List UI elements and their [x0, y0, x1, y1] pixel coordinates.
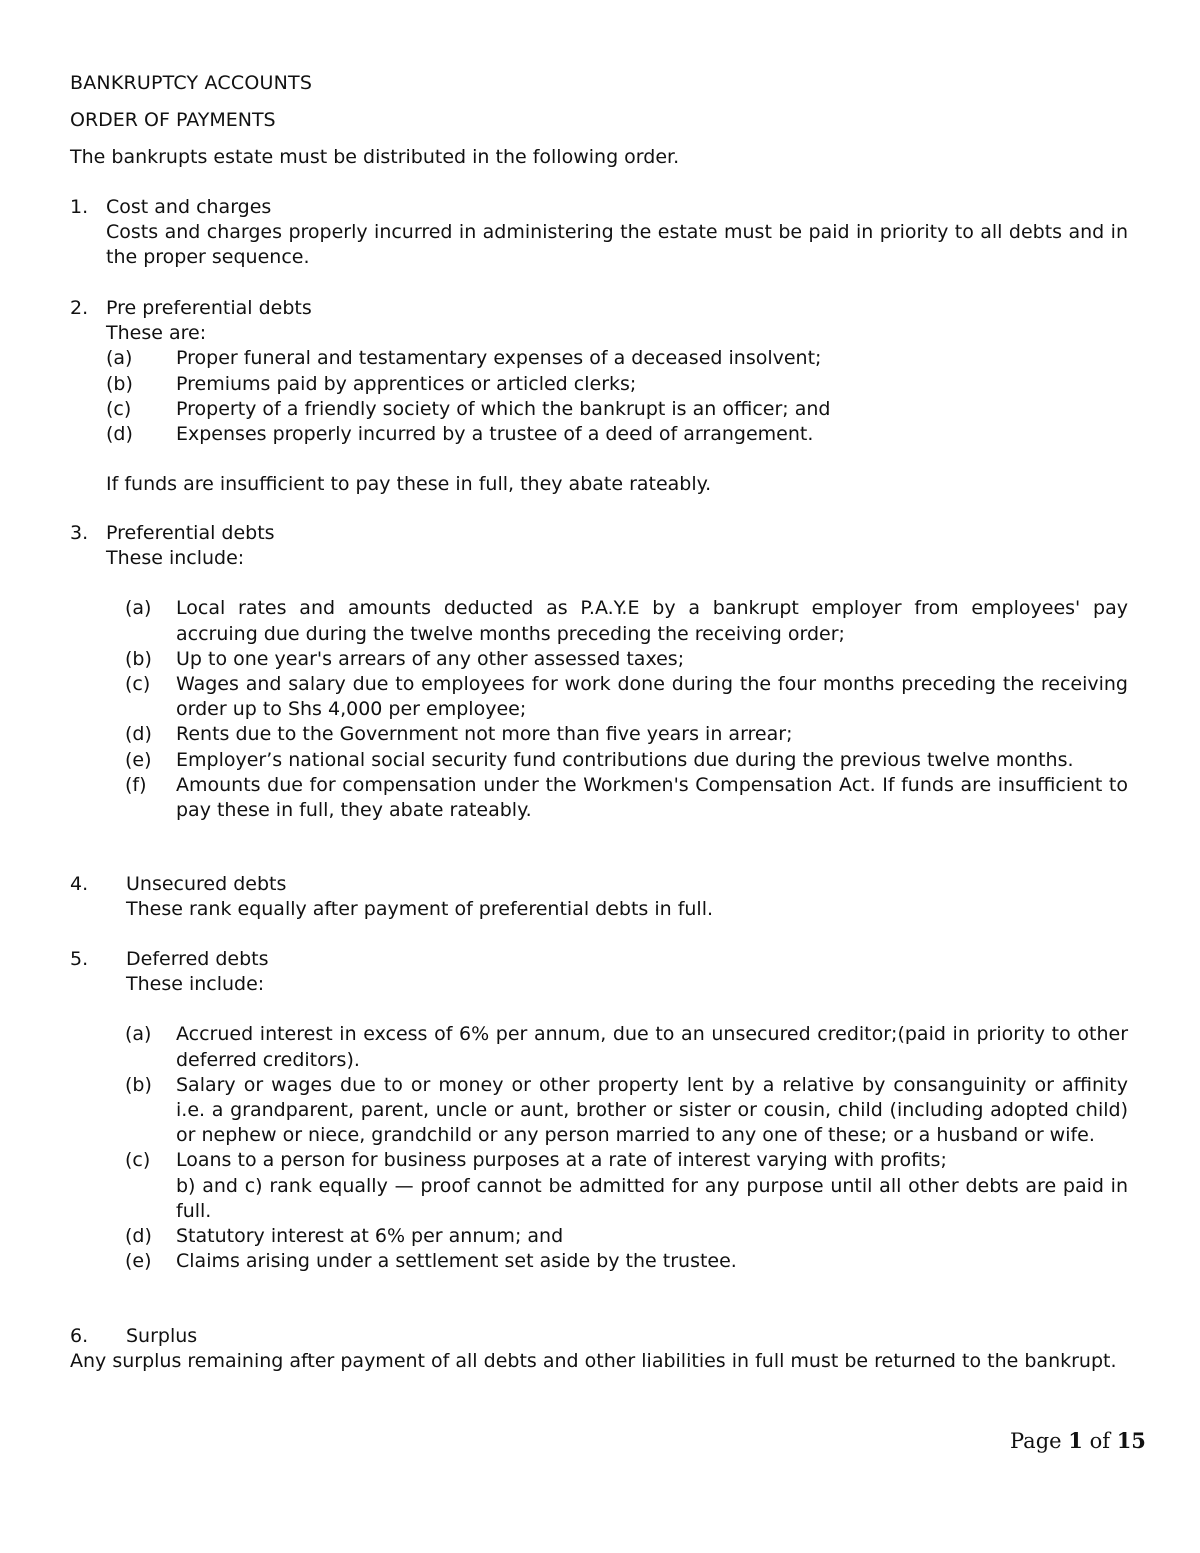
section-heading: Cost and charges — [106, 196, 272, 218]
list-item — [70, 647, 1128, 672]
section-3 — [70, 521, 1128, 823]
item-label: (c) — [125, 1149, 151, 1172]
current-page: 1 — [1068, 1428, 1083, 1453]
item-text: Expenses properly incurred by a trustee of a deed of arrangement. — [176, 423, 814, 446]
section-text: These rank equally after payment of preferential debts in full. — [126, 898, 714, 921]
item-text: Up to one year's arrears of any other assessed taxes; — [176, 647, 685, 670]
section-number: 4. — [70, 873, 89, 895]
list-item — [70, 596, 1128, 646]
list-item — [70, 422, 1128, 447]
section-6 — [70, 1324, 1128, 1374]
section-1 — [70, 195, 1128, 271]
section-number: 6. — [70, 1325, 89, 1347]
item-label: (f) — [125, 773, 147, 796]
section-text: Costs and charges properly incurred in administering the estate must be paid in priority to all debts and in the proper sequence. — [106, 221, 1128, 269]
section-number: 3. — [70, 522, 89, 544]
list-item — [70, 672, 1128, 722]
section-title: ORDER OF PAYMENTS — [70, 109, 276, 131]
section-4 — [70, 872, 1128, 922]
item-label: (b) — [125, 1073, 152, 1096]
section-number: 2. — [70, 297, 89, 319]
section-text: Any surplus remaining after payment of all debts and other liabilities in full must be returned to the bankrupt. — [70, 1350, 1117, 1373]
item-text: Statutory interest at 6% per annum; and — [176, 1225, 564, 1248]
item-label: (d) — [125, 1225, 152, 1248]
intro-paragraph: The bankrupts estate must be distributed in the following order. — [70, 146, 680, 168]
item-text: Rents due to the Government not more than five years in arrear; — [176, 723, 793, 746]
list-item — [70, 1224, 1128, 1249]
list-item — [70, 372, 1128, 397]
section-lead: These include: — [106, 547, 245, 570]
item-text: Loans to a person for business purposes at a rate of interest varying with profits; — [176, 1149, 947, 1172]
item-label: (b) — [125, 647, 152, 670]
item-text: Employer’s national social security fund contributions due during the previous twelve months. — [176, 748, 1074, 771]
page-word: Page — [1010, 1429, 1062, 1453]
section-number: 5. — [70, 948, 89, 970]
item-label: (e) — [125, 1250, 152, 1273]
list-item — [70, 1022, 1128, 1072]
item-text: Wages and salary due to employees for work done during the four months preceding the receiving order up to Shs 4,000 per employee; — [176, 673, 1128, 721]
section-note: If funds are insufficient to pay these in full, they abate rateably. — [106, 473, 712, 496]
section-2 — [70, 296, 1128, 497]
section-heading: Preferential debts — [106, 522, 275, 544]
item-label: (d) — [106, 423, 133, 446]
item-text: Local rates and amounts deducted as P.A.Y.E by a bankrupt employer from employees' pay accruing due during the twelve months preceding the receiving order; — [176, 597, 1128, 645]
item-text: Claims arising under a settlement set aside by the trustee. — [176, 1250, 737, 1273]
item-text: Amounts due for compensation under the Workmen's Compensation Act. If funds are insufficient to pay these in full, they abate rateably. — [176, 773, 1128, 822]
item-text: Salary or wages due to or money or other property lent by a relative by consanguinity or affinity i.e. a grandparent, parent, uncle or aunt, brother or sister or cousin, child (including adopted child) or nephew or niece, grandchild or any person married to any one of these; or a husband or wife. — [176, 1073, 1128, 1147]
item-label: (a) — [125, 1023, 152, 1046]
of-word: of — [1089, 1429, 1110, 1453]
item-text: Accrued interest in excess of 6% per annum, due to an unsecured creditor;(paid in priority to other deferred creditors). — [176, 1023, 1128, 1071]
document-title: BANKRUPTCY ACCOUNTS — [70, 72, 313, 94]
section-number: 1. — [70, 196, 89, 218]
list-item — [70, 1148, 1128, 1224]
item-label: (c) — [106, 397, 132, 420]
section-heading: Surplus — [126, 1325, 198, 1347]
item-label: (e) — [125, 748, 152, 771]
item-label: (c) — [125, 673, 151, 696]
list-item — [70, 773, 1128, 823]
section-heading: Unsecured debts — [126, 873, 287, 895]
list-item — [70, 1249, 1128, 1274]
item-label: (a) — [125, 597, 152, 620]
list-item — [70, 346, 1128, 371]
item-label: (d) — [125, 723, 152, 746]
item-label: (a) — [106, 347, 133, 370]
list-item — [70, 397, 1128, 422]
section-heading: Deferred debts — [126, 948, 269, 970]
section-5 — [70, 947, 1128, 1274]
item-text: Premiums paid by apprentices or articled clerks; — [176, 372, 637, 395]
section-lead: These include: — [126, 973, 265, 996]
item-note: b) and c) rank equally — proof cannot be admitted for any purpose until all other debts are paid in full. — [176, 1174, 1128, 1222]
section-heading: Pre preferential debts — [106, 297, 312, 319]
item-text: Proper funeral and testamentary expenses of a deceased insolvent; — [176, 347, 822, 370]
list-item — [70, 1073, 1128, 1149]
total-pages: 15 — [1116, 1428, 1146, 1453]
item-label: (b) — [106, 372, 133, 395]
item-text: Property of a friendly society of which the bankrupt is an officer; and — [176, 397, 831, 420]
page-number — [1010, 1428, 1146, 1454]
section-lead: These are: — [106, 322, 207, 345]
list-item — [70, 748, 1128, 773]
list-item — [70, 722, 1128, 747]
